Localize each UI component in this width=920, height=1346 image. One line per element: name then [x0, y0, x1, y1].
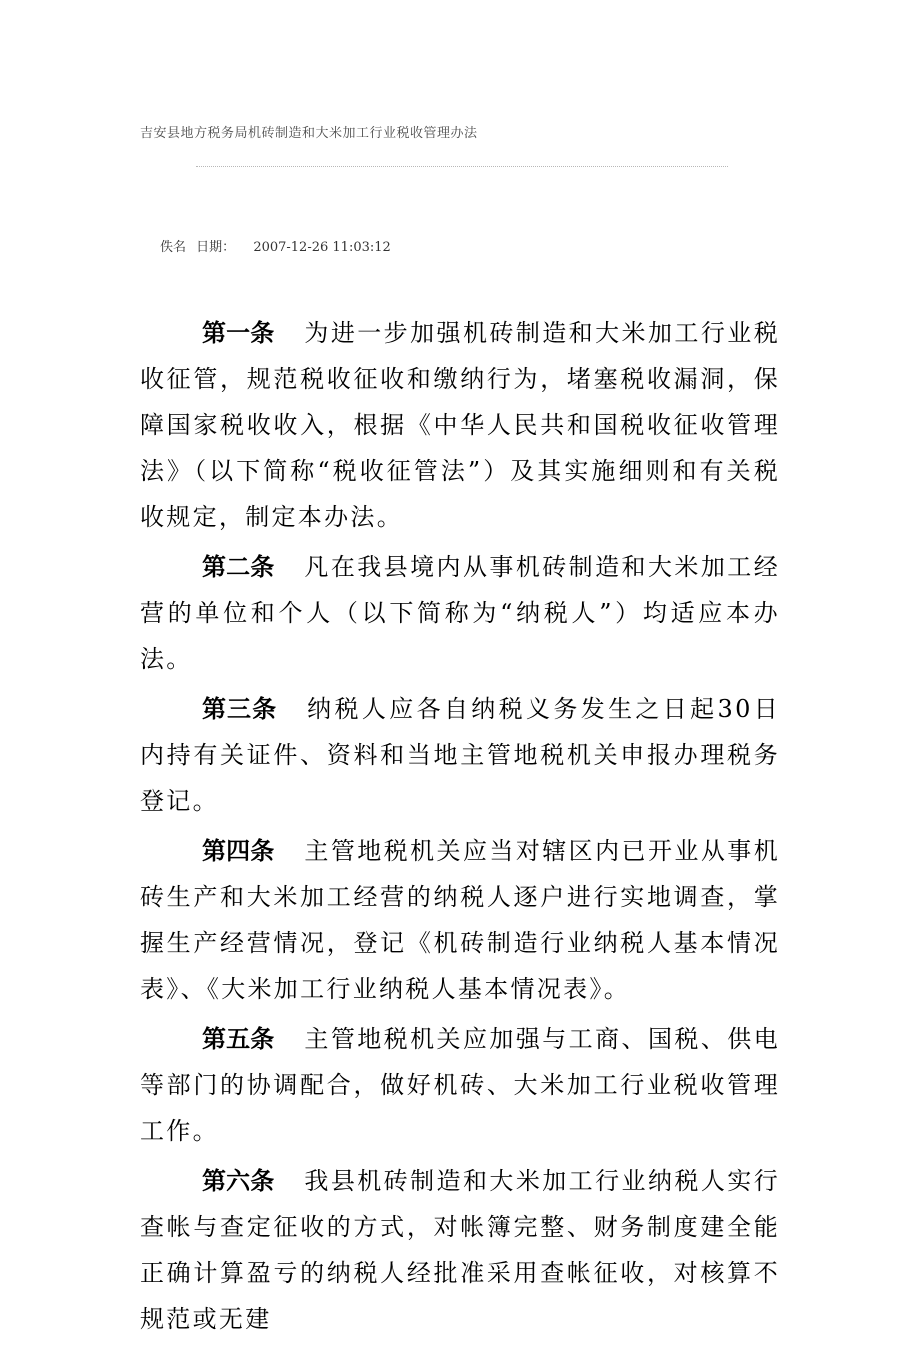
- article-1: [140, 310, 780, 540]
- article-label: 第五条: [202, 1025, 275, 1053]
- author-label: 佚名: [160, 240, 187, 255]
- article-text: 主管地税机关应加强与工商、国税、供电等部门的协调配合，做好机砖、大米加工行业税收管理工作。: [140, 1025, 780, 1145]
- article-5: [140, 1016, 780, 1154]
- document-body: [140, 310, 780, 1346]
- date-value: 2007-12-26 11:03:12: [253, 240, 391, 255]
- article-label: 第二条: [202, 553, 275, 581]
- article-6: [140, 1158, 780, 1342]
- article-text: 我县机砖制造和大米加工行业纳税人实行查帐与查定征收的方式，对帐簿完整、财务制度建全能正确计算盈亏的纳税人经批准采用查帐征收，对核算不规范或无建: [140, 1167, 780, 1333]
- article-3: [140, 686, 780, 824]
- article-text: 为进一步加强机砖制造和大米加工行业税收征管，规范税收征收和缴纳行为，堵塞税收漏洞，保障国家税收收入，根据《中华人民共和国税收征收管理法》（以下简称“税收征管法”）及其实施细则和有关税收规定，制定本办法。: [140, 319, 780, 531]
- document-meta: [160, 236, 397, 255]
- document-title: 吉安县地方税务局机砖制造和大米加工行业税收管理办法: [140, 126, 478, 141]
- article-label: 第一条: [202, 319, 275, 347]
- date-label: 日期：: [196, 240, 236, 255]
- title-divider: [196, 166, 728, 167]
- article-label: 第三条: [202, 695, 278, 723]
- article-text: 凡在我县境内从事机砖制造和大米加工经营的单位和个人（以下简称为“纳税人”）均适应本办法。: [140, 553, 780, 673]
- article-label: 第四条: [202, 837, 275, 865]
- article-text: 主管地税机关应当对辖区内已开业从事机砖生产和大米加工经营的纳税人逐户进行实地调查，掌握生产经营情况，登记《机砖制造行业纳税人基本情况表》、《大米加工行业纳税人基本情况表》。: [140, 837, 780, 1003]
- article-text: 纳税人应各自纳税义务发生之日起30日内持有关证件、资料和当地主管地税机关申报办理税务登记。: [140, 695, 780, 815]
- article-2: [140, 544, 780, 682]
- article-4: [140, 828, 780, 1012]
- article-label: 第六条: [202, 1167, 275, 1195]
